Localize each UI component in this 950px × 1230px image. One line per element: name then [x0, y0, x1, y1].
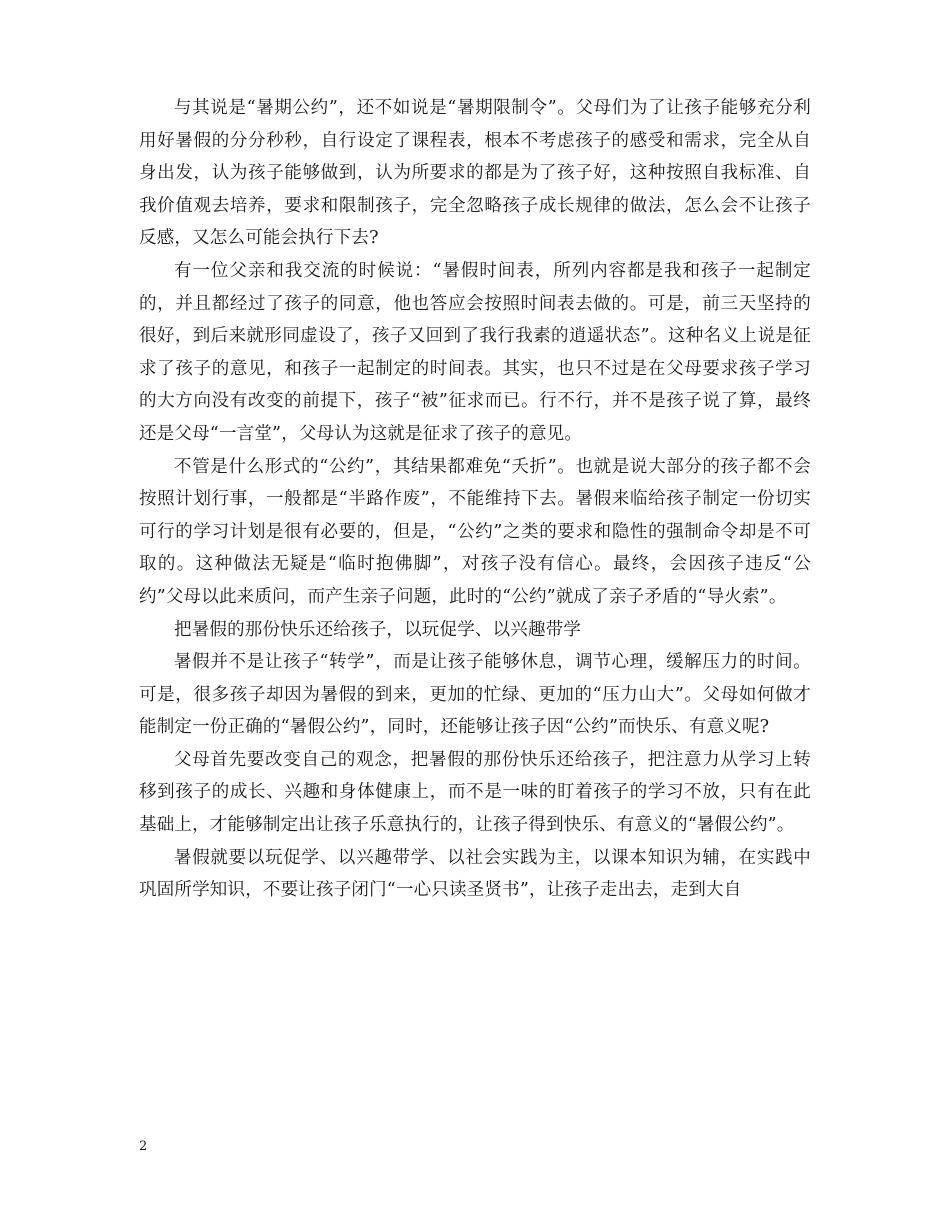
paragraph-1: 与其说是“暑期公约”，还不如说是“暑期限制令”。父母们为了让孩子能够充分利用好暑假的分分秒秒，自行设定了课程表，根本不考虑孩子的感受和需求，完全从自身出发，认为孩子能够做到，认为所要求的都是为了孩子好，这种按照自我标准、自我价值观去培养，要求和限制孩子，完全忽略孩子成长规律的做法，怎么会不让孩子反感，又怎么可能会执行下去? — [139, 98, 811, 249]
paragraph-3: 不管是什么形式的“公约”，其结果都难免“夭折”。也就是说大部分的孩子都不会按照计划行事，一般都是“半路作废”，不能维持下去。暑假来临给孩子制定一份切实可行的学习计划是很有必要的，但是，“公约”之类的要求和隐性的强制命令却是不可取的。这种做法无疑是“临时抱佛脚”，对孩子没有信心。最终，会因孩子违反“公约”父母以此来质问，而产生亲子问题，此时的“公约”就成了亲子矛盾的“导火索”。 — [139, 456, 811, 607]
paragraph-5: 父母首先要改变自己的观念，把暑假的那份快乐还给孩子，把注意力从学习上转移到孩子的成长、兴趣和身体健康上，而不是一味的盯着孩子的学习不放，只有在此基础上，才能够制定出让孩子乐意执行的，让孩子得到快乐、有意义的“暑假公约”。 — [139, 749, 811, 836]
paragraph-2: 有一位父亲和我交流的时候说：“暑假时间表，所列内容都是我和孩子一起制定的，并且都经过了孩子的同意，他也答应会按照时间表去做的。可是，前三天坚持的很好，到后来就形同虚设了，孩子又回到了我行我素的逍遥状态”。这种名义上说是征求了孩子的意见，和孩子一起制定的时间表。其实，也只不过是在父母要求孩子学习的大方向没有改变的前提下，孩子“被”征求而已。行不行，并不是孩子说了算，最终还是父母“一言堂”，父母认为这就是征求了孩子的意见。 — [139, 260, 811, 444]
body-text — [139, 92, 811, 907]
paragraph-4: 暑假并不是让孩子“转学”，而是让孩子能够休息，调节心理，缓解压力的时间。可是，很多孩子却因为暑假的到来，更加的忙绿、更加的“压力山大”。父母如何做才能制定一份正确的“暑假公约”，同时，还能够让孩子因“公约”而快乐、有意义呢? — [139, 652, 811, 738]
section-heading: 把暑假的那份快乐还给孩子，以玩促学、以兴趣带学 — [174, 619, 582, 640]
paragraph-6: 暑假就要以玩促学、以兴趣带学、以社会实践为主，以课本知识为辅，在实践中巩固所学知识，不要让孩子闭门“一心只读圣贤书”，让孩子走出去，走到大自 — [139, 847, 811, 901]
page-number: 2 — [139, 1139, 148, 1154]
